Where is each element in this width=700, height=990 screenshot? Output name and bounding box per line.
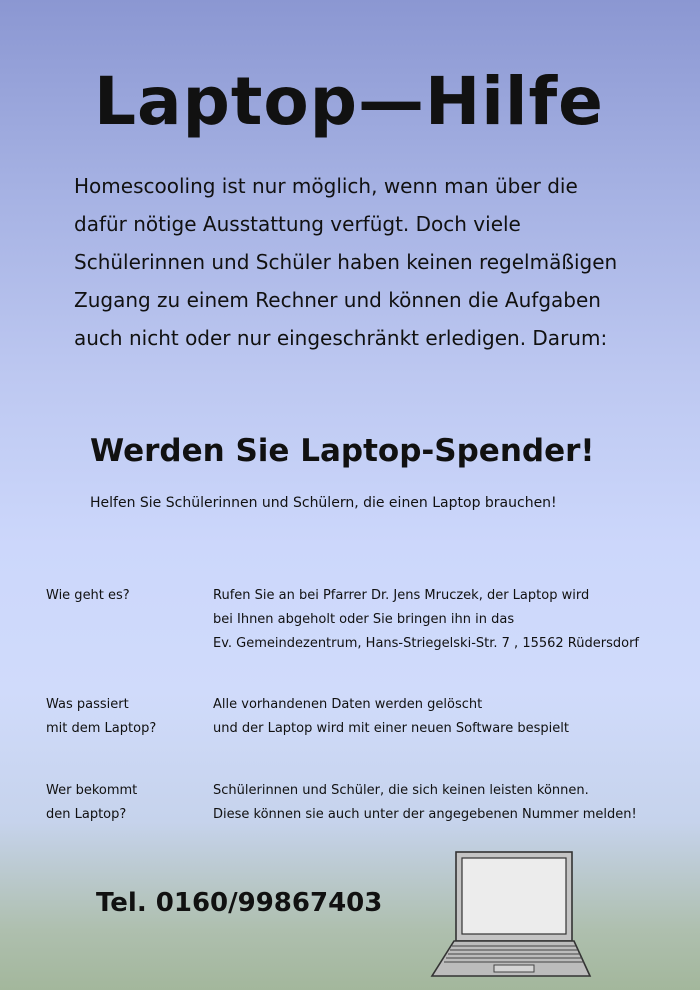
faq-answer-what-happens: Alle vorhandenen Daten werden gelöscht und der Laptop wird mit einer neuen Software bespielt — [213, 697, 569, 736]
phone-number: Tel. 0160/99867403 — [96, 888, 383, 918]
flyer-title: Laptop—Hilfe — [94, 63, 604, 140]
faq-answer-how: Rufen Sie an bei Pfarrer Dr. Jens Mruczek, der Laptop wird bei Ihnen abgeholt oder Sie bringen ihn in das Ev. Gemeindezentrum, Hans-Striegelski-Str. 7 , 15562 Rüdersdorf — [213, 588, 639, 651]
faq-question-who-receives: Wer bekommt den Laptop? — [46, 783, 138, 822]
laptop-icon — [430, 850, 592, 980]
intro-paragraph: Homescooling ist nur möglich, wenn man über die dafür nötige Ausstattung verfügt. Doch viele Schülerinnen und Schüler haben keinen regelmäßigen Zugang zu einem Rechner und können die Aufgaben auch nicht oder nur eingeschränkt erledigen. Darum: — [74, 174, 618, 350]
faq-answer-who-receives: Schülerinnen und Schüler, die sich keinen leisten können. Diese können sie auch unter der angegebenen Nummer melden! — [213, 783, 637, 822]
call-to-action-heading: Werden Sie Laptop-Spender! — [90, 433, 595, 469]
faq-question-how: Wie geht es? — [46, 588, 130, 603]
faq-question-what-happens: Was passiert mit dem Laptop? — [46, 697, 157, 736]
subline: Helfen Sie Schülerinnen und Schülern, die einen Laptop brauchen! — [90, 495, 557, 511]
